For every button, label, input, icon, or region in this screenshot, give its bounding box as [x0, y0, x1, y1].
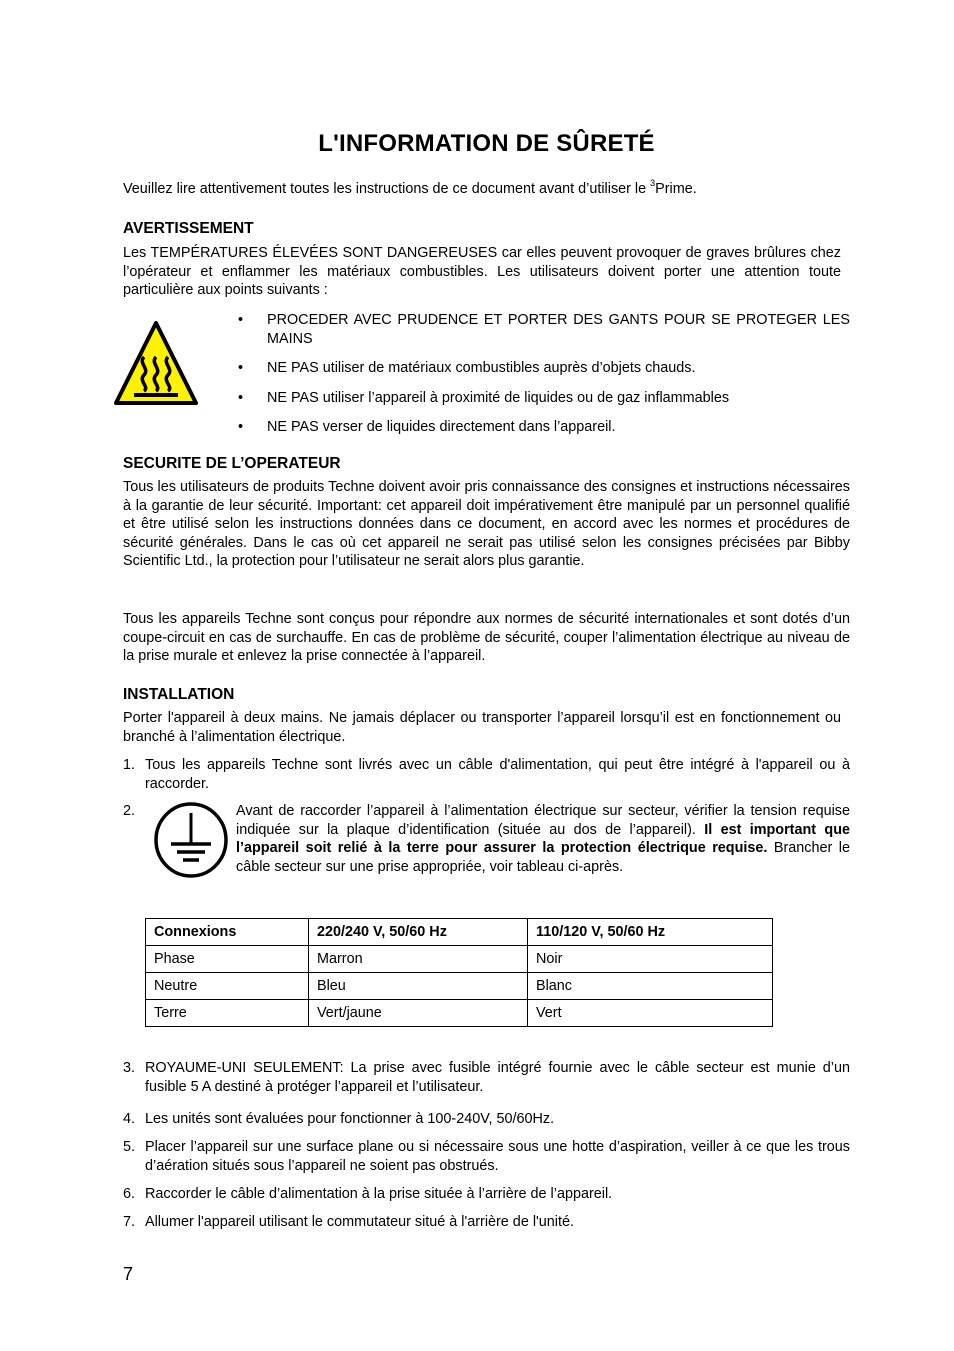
intro-superscript: 3	[650, 178, 656, 189]
heading-securite-operateur: SECURITE DE L’OPERATEUR	[123, 455, 341, 472]
hot-surface-warning-icon	[114, 321, 198, 405]
intro-text-after: Prime.	[655, 181, 697, 197]
securite-paragraph-1: Tous les utilisateurs de produits Techne doivent avoir pris connaissance des consignes et instructions nécessaires à la garantie de leur sécurité. Important: cet appareil doit impérativement être manipulé par un personnel qualifié et être utilisé selon les instructions données dans ce document, en accord avec les normes et procédures de sécurité générales. Dans le cas où cet appareil ne serait pas utilisé selon les consignes précisées par Bibby Scientific Ltd., la protection pour l’utilisateur ne serait alors plus garantie.	[123, 479, 850, 569]
avertissement-paragraph: Les TEMPÉRATURES ÉLEVÉES SONT DANGEREUSES car elles peuvent provoquer de graves brûlures chez l’opérateur et enflammer les matériaux combustibles. Les utilisateurs doivent porter une attention toute particulière aux points suivants :	[123, 245, 841, 298]
table-row: Neutre Bleu Blanc	[146, 973, 773, 1000]
page-number: 7	[123, 1264, 134, 1284]
earth-ground-icon	[152, 801, 230, 879]
page-title: L'INFORMATION DE SÛRETÉ	[318, 130, 655, 157]
warning-bullet: • NE PAS verser de liquides directement dans l’appareil.	[238, 419, 616, 435]
warning-bullet: • NE PAS utiliser l’appareil à proximité de liquides ou de gaz inflammables	[238, 389, 730, 406]
heading-avertissement: AVERTISSEMENT	[123, 220, 254, 237]
table-row: Phase Marron Noir	[146, 946, 773, 973]
heading-installation: INSTALLATION	[123, 686, 235, 703]
installation-item-2-text: Avant de raccorder l’appareil à l’alimentation électrique sur secteur, vérifier la tension requise indiquée sur la plaque d’identification (située au dos de l’appareil). Il est important que l’appareil soit relié à la terre pour assurer la protection électrique requise. Brancher le câble secteur sur une prise appropriée, voir tableau ci-après.	[236, 803, 851, 875]
warning-bullet: • PROCEDER AVEC PRUDENCE ET PORTER DES GANTS POUR SE PROTEGER LES MAINS	[238, 312, 850, 347]
table-header-row: Connexions 220/240 V, 50/60 Hz 110/120 V, 50/60 Hz	[146, 919, 773, 946]
table-row: Terre Vert/jaune Vert	[146, 1000, 773, 1027]
connections-table	[145, 918, 773, 1027]
intro-paragraph	[123, 180, 850, 199]
installation-paragraph: Porter l'appareil à deux mains. Ne jamais déplacer ou transporter l’appareil lorsqu’il est en fonctionnement ou branché à l’alimentation électrique.	[123, 710, 841, 745]
warning-bullet: • NE PAS utiliser de matériaux combustibles auprès d’objets chauds.	[238, 360, 696, 376]
intro-text: Veuillez lire attentivement toutes les instructions de ce document avant d’utiliser le	[123, 181, 651, 197]
securite-paragraph-2: Tous les appareils Techne sont conçus pour répondre aux normes de sécurité internationales et sont dotés d’un coupe-circuit en cas de surchauffe. En cas de problème de sécurité, couper l’alimentation électrique au niveau de la prise murale et enlevez la prise connectée à l’appareil.	[123, 611, 850, 664]
warning-bullet-list	[238, 311, 850, 448]
